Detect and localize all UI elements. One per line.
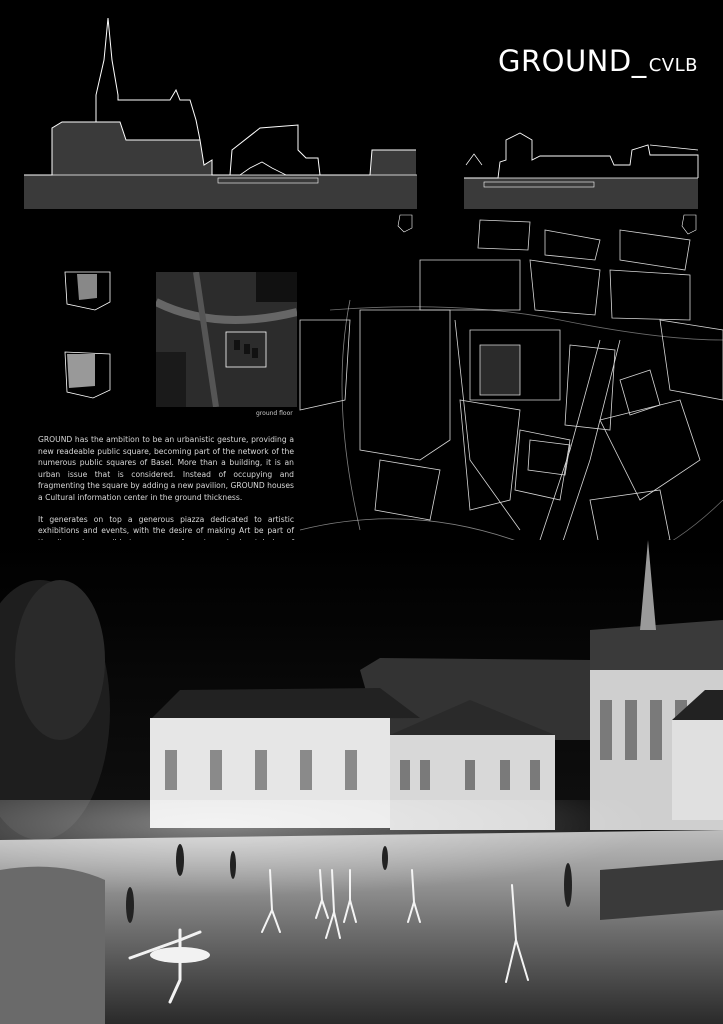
poster-title-main: GROUND_ [498, 44, 647, 78]
section-left [24, 18, 417, 209]
key-plan-bottom [65, 352, 110, 398]
key-plans [55, 262, 125, 412]
fountain-pool [600, 860, 723, 920]
key-plan-top [65, 272, 110, 310]
section-left-mass [24, 122, 417, 209]
description-paragraph-2: It generates on top a generous piazza dedicated to artistic exhibitions and events, with the desire of making Art be part of [38, 514, 294, 536]
perspective-render [0, 540, 723, 1024]
section-right [464, 133, 698, 209]
curved-wall [0, 867, 105, 1024]
description-paragraph-1: GROUND has the ambition to be an urbanistic gesture, providing a new readeable public square, becoming part of the network of the numerous public squares of Basel. More than a building, it is an urban issue that is considered. Instead of occupying and fragmenting the square by adding a new pavilion, GROUND houses a Cultural information center in the ground thickness. [38, 435, 294, 502]
poster-title-sub: CVLB [648, 55, 698, 76]
ground-floor-image [156, 272, 297, 407]
ground-floor-caption: ground floor [256, 410, 293, 417]
